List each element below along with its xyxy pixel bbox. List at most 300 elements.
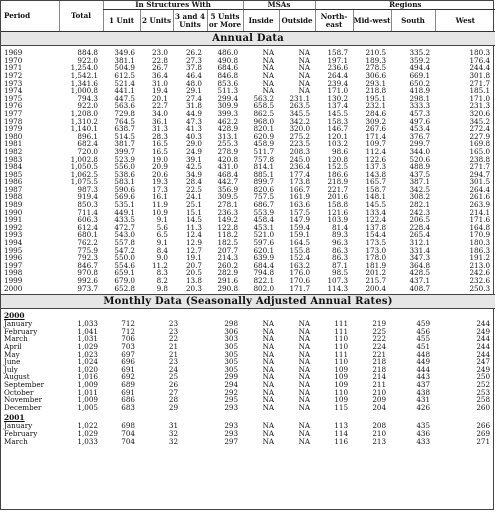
value-cell: 691 <box>121 387 135 397</box>
value-cell: NA <box>298 70 311 80</box>
period-cell: 1984 <box>4 162 23 172</box>
period-cell: 1996 <box>4 253 23 263</box>
value-cell: 497.6 <box>409 116 431 126</box>
value-cell: 137.4 <box>327 101 349 111</box>
value-cell: 1,341.6 <box>70 78 98 88</box>
value-cell: 173.0 <box>365 245 387 255</box>
value-cell: 1,542.1 <box>70 70 98 80</box>
value-cell: 992.6 <box>77 276 98 286</box>
value-cell: 658.5 <box>253 101 275 111</box>
value-cell: 757.8 <box>253 154 275 164</box>
value-cell: 260 <box>476 402 491 412</box>
value-cell: 27.3 <box>185 55 202 65</box>
value-cell: 9.1 <box>156 238 168 248</box>
value-cell: 472.7 <box>114 222 135 232</box>
value-cell: 9.8 <box>156 283 168 293</box>
monthly-data-section <box>1 295 495 445</box>
value-cell: 39.1 <box>185 154 202 164</box>
value-cell: 294.7 <box>469 169 491 179</box>
value-cell: 590.6 <box>114 184 135 194</box>
value-cell: 218 <box>372 364 387 374</box>
value-cell: 31.0 <box>151 78 168 88</box>
value-cell: 297 <box>224 436 239 446</box>
value-cell: 535.1 <box>114 200 135 210</box>
value-cell: 696 <box>121 357 135 367</box>
value-cell: 775.9 <box>77 245 98 255</box>
value-cell: 691 <box>121 364 135 374</box>
value-cell: 650.2 <box>409 78 431 88</box>
value-cell: 659.1 <box>114 268 135 278</box>
value-cell: 381.7 <box>114 139 135 149</box>
value-cell: 114 <box>334 428 349 438</box>
value-cell: 25 <box>168 372 179 382</box>
value-cell: 698 <box>121 421 135 431</box>
value-cell: NA <box>262 86 275 96</box>
value-cell: 9.1 <box>156 215 168 225</box>
period-cell: 1992 <box>4 222 23 232</box>
value-cell: 794.8 <box>253 268 275 278</box>
value-cell: 163.2 <box>289 260 311 270</box>
value-cell: 204 <box>372 402 387 412</box>
value-cell: 110 <box>334 387 349 397</box>
value-cell: 919.4 <box>77 192 98 202</box>
period-cell: 1978 <box>4 116 23 126</box>
value-cell: 157.5 <box>289 207 311 217</box>
value-cell: 686 <box>121 395 135 405</box>
value-cell: 612.5 <box>114 70 135 80</box>
value-cell: 364.8 <box>409 260 431 270</box>
value-cell: 729.8 <box>114 108 135 118</box>
value-cell: 86.3 <box>332 253 349 263</box>
value-cell: 490.8 <box>217 55 239 65</box>
value-cell: 523.9 <box>114 154 135 164</box>
value-cell: 37.8 <box>185 63 202 73</box>
value-cell: NA <box>298 364 311 374</box>
value-cell: 331.4 <box>409 245 431 255</box>
value-cell: 164.8 <box>469 222 491 232</box>
value-cell: 846.8 <box>217 70 239 80</box>
value-cell: 468.4 <box>217 169 239 179</box>
value-cell: 231.1 <box>289 93 311 103</box>
value-cell: 152.4 <box>289 253 311 263</box>
value-cell: 504.9 <box>114 63 135 73</box>
value-cell: 293 <box>224 421 239 431</box>
value-cell: 970.8 <box>77 268 98 278</box>
value-cell: 265.4 <box>409 230 431 240</box>
value-cell: 152.5 <box>327 162 349 172</box>
value-cell: NA <box>298 48 311 58</box>
value-cell: 120.8 <box>327 154 349 164</box>
value-cell: NA <box>298 341 311 351</box>
value-cell: 437 <box>416 379 431 389</box>
value-cell: 109 <box>334 372 349 382</box>
period-cell: 1969 <box>4 48 23 58</box>
value-cell: 1,041 <box>77 326 98 336</box>
value-cell: 1,140.1 <box>70 124 98 134</box>
value-cell: 173.5 <box>365 238 387 248</box>
value-cell: 207.7 <box>217 245 239 255</box>
value-cell: 247 <box>476 357 491 367</box>
value-cell: 137.8 <box>365 222 387 232</box>
value-cell: 225 <box>372 326 387 336</box>
period-cell: 1974 <box>4 86 23 96</box>
value-cell: 236.3 <box>217 207 239 217</box>
value-cell: 543.0 <box>114 230 135 240</box>
annual-data-section <box>1 32 495 295</box>
value-cell: 23 <box>168 357 179 367</box>
value-cell: NA <box>298 78 311 88</box>
value-cell: 224 <box>372 341 387 351</box>
value-cell: 301.5 <box>469 177 491 187</box>
period-cell: 1982 <box>4 146 23 156</box>
value-cell: 36.1 <box>151 116 168 126</box>
value-cell: 345.5 <box>289 108 311 118</box>
value-cell: 884.8 <box>77 48 98 58</box>
value-cell: 86.3 <box>332 245 349 255</box>
value-cell: NA <box>298 55 311 65</box>
value-cell: NA <box>298 319 311 329</box>
value-cell: 21 <box>168 349 179 359</box>
value-cell: 163.6 <box>289 200 311 210</box>
value-cell: 261.6 <box>469 192 491 202</box>
value-cell: 221 <box>372 349 387 359</box>
value-cell: 822.1 <box>253 276 275 286</box>
value-cell: 1,029 <box>77 341 98 351</box>
value-cell: 48.0 <box>185 78 202 88</box>
value-cell: 15.1 <box>185 207 202 217</box>
value-cell: 686.7 <box>253 200 275 210</box>
value-cell: 448 <box>416 349 431 359</box>
value-cell: 689 <box>121 379 135 389</box>
value-cell: 201.6 <box>327 192 349 202</box>
value-cell: 121.6 <box>327 207 349 217</box>
value-cell: 704 <box>121 428 135 438</box>
value-cell: 437.1 <box>409 276 431 286</box>
period-cell: 1990 <box>4 207 23 217</box>
value-cell: 706 <box>121 334 135 344</box>
value-cell: 356.9 <box>217 184 239 194</box>
value-cell: 32 <box>168 428 179 438</box>
value-cell: 291.6 <box>217 276 239 286</box>
value-cell: 181.9 <box>365 260 387 270</box>
value-cell: 294 <box>224 379 239 389</box>
value-cell: 757.5 <box>253 192 275 202</box>
value-cell: 12.4 <box>185 230 202 240</box>
value-cell: 278.1 <box>217 200 239 210</box>
value-cell: 242.3 <box>409 207 431 217</box>
value-cell: 271.7 <box>469 78 491 88</box>
structures-group-header: In Structures With <box>103 1 243 10</box>
value-cell: 12.9 <box>185 238 202 248</box>
value-cell: NA <box>262 55 275 65</box>
value-cell: NA <box>298 395 311 405</box>
value-cell: 399.7 <box>114 146 135 156</box>
value-cell: 1,033 <box>77 436 98 446</box>
value-cell: 1,011 <box>77 387 98 397</box>
value-cell: 12.7 <box>185 245 202 255</box>
value-cell: NA <box>262 341 275 351</box>
value-cell: 214 <box>372 372 387 382</box>
value-cell: 275.2 <box>289 131 311 141</box>
value-cell: 26.7 <box>151 63 168 73</box>
value-cell: 214.3 <box>217 253 239 263</box>
value-cell: 182.5 <box>217 238 239 248</box>
value-cell: 278.9 <box>217 146 239 156</box>
value-cell: 420.8 <box>217 154 239 164</box>
value-cell: 679.0 <box>114 276 135 286</box>
value-cell: 186.3 <box>469 245 491 255</box>
value-cell: 29.1 <box>185 86 202 96</box>
period-cell: 1995 <box>4 245 23 255</box>
value-cell: 639.9 <box>253 253 275 263</box>
value-cell: NA <box>298 379 311 389</box>
value-cell: 20.7 <box>185 260 202 270</box>
value-cell: 612.4 <box>77 222 98 232</box>
value-cell: NA <box>262 349 275 359</box>
value-cell: 21 <box>168 341 179 351</box>
value-cell: 14.5 <box>185 215 202 225</box>
period-cell: 1988 <box>4 192 23 202</box>
value-cell: 1,002.8 <box>70 154 98 164</box>
value-cell: 433 <box>416 436 431 446</box>
value-cell: 9.0 <box>156 253 168 263</box>
column-header: North-east <box>315 10 353 32</box>
period-cell: 1991 <box>4 215 23 225</box>
value-cell: 342.2 <box>289 116 311 126</box>
value-cell: 298 <box>224 319 239 329</box>
value-cell: 376.7 <box>409 131 431 141</box>
value-cell: 32 <box>168 436 179 446</box>
value-cell: 438 <box>416 387 431 397</box>
value-cell: 148.1 <box>365 192 387 202</box>
value-cell: 103.2 <box>327 139 349 149</box>
value-cell: 451 <box>416 341 431 351</box>
value-cell: 114.3 <box>327 283 349 293</box>
value-cell: 13.8 <box>185 276 202 286</box>
value-cell: 116 <box>334 436 349 446</box>
value-cell: 20.6 <box>151 169 168 179</box>
value-cell: 6.5 <box>156 230 168 240</box>
value-cell: 231.3 <box>469 101 491 111</box>
value-cell: 255.3 <box>217 139 239 149</box>
column-header: Outside <box>279 10 315 32</box>
value-cell: 145.5 <box>365 200 387 210</box>
value-cell: 171.4 <box>365 131 387 141</box>
value-cell: 171.0 <box>327 86 349 96</box>
value-cell: 219 <box>372 319 387 329</box>
value-cell: 146.7 <box>327 124 349 134</box>
value-cell: 250 <box>476 372 491 382</box>
value-cell: 176.0 <box>289 268 311 278</box>
value-cell: 968.0 <box>253 116 275 126</box>
value-cell: 547.2 <box>114 245 135 255</box>
value-cell: 1,062.5 <box>70 169 98 179</box>
value-cell: 306 <box>224 326 239 336</box>
value-cell: 794.3 <box>77 93 98 103</box>
value-cell: 305 <box>224 349 239 359</box>
value-cell: NA <box>262 379 275 389</box>
value-cell: 1,075.5 <box>70 177 98 187</box>
value-cell: 143.8 <box>365 169 387 179</box>
msas-group-header: MSAs <box>243 1 315 10</box>
value-cell: 444 <box>416 364 431 374</box>
value-cell: NA <box>298 402 311 412</box>
annual-row <box>1 285 495 293</box>
value-cell: 103.9 <box>327 215 349 225</box>
value-cell: 456 <box>416 326 431 336</box>
value-cell: NA <box>298 421 311 431</box>
value-cell: 180.3 <box>469 238 491 248</box>
value-cell: 210 <box>372 387 387 397</box>
year-label: 2000 <box>4 311 25 321</box>
value-cell: 682.4 <box>77 139 98 149</box>
value-cell: 118.2 <box>217 230 239 240</box>
value-cell: 29 <box>168 402 179 412</box>
period-cell: 2000 <box>4 283 23 293</box>
value-cell: 244 <box>476 349 491 359</box>
value-cell: 236.4 <box>289 162 311 172</box>
value-cell: 22.7 <box>151 101 168 111</box>
period-cell: 1970 <box>4 55 23 65</box>
value-cell: 792.3 <box>77 253 98 263</box>
month-cell: February <box>4 326 38 336</box>
value-cell: 11.3 <box>185 222 202 232</box>
value-cell: 111 <box>334 349 349 359</box>
value-cell: 19.0 <box>151 154 168 164</box>
value-cell: 170.6 <box>289 276 311 286</box>
value-cell: 652.8 <box>114 283 135 293</box>
value-cell: 11.9 <box>151 200 168 210</box>
value-cell: 208 <box>372 421 387 431</box>
value-cell: 428.9 <box>217 124 239 134</box>
value-cell: 171.7 <box>289 283 311 293</box>
value-cell: 557.8 <box>114 238 135 248</box>
value-cell: 711.4 <box>77 207 98 217</box>
value-cell: NA <box>262 319 275 329</box>
value-cell: 488.9 <box>409 162 431 172</box>
value-cell: 638.7 <box>114 124 135 134</box>
value-cell: 569.6 <box>114 192 135 202</box>
value-cell: NA <box>262 334 275 344</box>
value-cell: 263.5 <box>289 101 311 111</box>
value-cell: 885.1 <box>253 169 275 179</box>
value-cell: 40.3 <box>185 131 202 141</box>
regions-group-header: Regions <box>315 1 495 10</box>
value-cell: NA <box>262 70 275 80</box>
value-cell: 1,005 <box>77 402 98 412</box>
value-cell: 538.6 <box>114 169 135 179</box>
value-cell: 41.3 <box>185 124 202 134</box>
value-cell: 1,023 <box>77 349 98 359</box>
value-cell: 333.3 <box>409 101 431 111</box>
value-cell: 1,254.0 <box>70 63 98 73</box>
value-cell: 227.9 <box>469 131 491 141</box>
value-cell: 862.5 <box>253 108 275 118</box>
value-cell: 712 <box>121 326 135 336</box>
value-cell: 223.5 <box>289 139 311 149</box>
value-cell: 683 <box>121 402 135 412</box>
value-cell: 159.1 <box>289 230 311 240</box>
value-cell: 269 <box>476 428 491 438</box>
month-cell: November <box>4 395 43 405</box>
value-cell: 31.8 <box>185 101 202 111</box>
value-cell: 191.2 <box>469 253 491 263</box>
value-cell: 455 <box>416 334 431 344</box>
value-cell: 120.1 <box>327 131 349 141</box>
value-cell: 1,009 <box>77 395 98 405</box>
column-header: West <box>435 10 495 32</box>
value-cell: 47.3 <box>185 116 202 126</box>
value-cell: 169.8 <box>469 139 491 149</box>
value-cell: 514.5 <box>114 131 135 141</box>
value-cell: 197.1 <box>327 55 349 65</box>
value-cell: 680.1 <box>77 230 98 240</box>
value-cell: 122.4 <box>365 215 387 225</box>
value-cell: 8.2 <box>156 276 168 286</box>
value-cell: NA <box>262 436 275 446</box>
value-cell: 511.7 <box>253 146 275 156</box>
period-cell: 1997 <box>4 260 23 270</box>
value-cell: 170.9 <box>469 230 491 240</box>
value-cell: NA <box>298 387 311 397</box>
value-cell: 158.7 <box>365 184 387 194</box>
value-cell: 180.3 <box>469 48 491 58</box>
value-cell: 26.2 <box>185 48 202 58</box>
value-cell: 19.3 <box>151 177 168 187</box>
value-cell: 155.8 <box>289 245 311 255</box>
value-cell: 20.3 <box>185 283 202 293</box>
value-cell: 459 <box>416 319 431 329</box>
value-cell: 272.4 <box>469 124 491 134</box>
value-cell: 303 <box>224 334 239 344</box>
column-header: 1 Unit <box>103 10 140 32</box>
value-cell: 922.0 <box>77 101 98 111</box>
value-cell: 232.6 <box>469 276 491 286</box>
value-cell: 342.5 <box>409 184 431 194</box>
value-cell: 8.4 <box>156 245 168 255</box>
value-cell: 853.6 <box>217 78 239 88</box>
value-cell: 245.0 <box>289 154 311 164</box>
period-cell: 1981 <box>4 139 23 149</box>
value-cell: 110 <box>334 341 349 351</box>
month-cell: January <box>4 421 33 431</box>
value-cell: 137.3 <box>365 162 387 172</box>
value-cell: 349.6 <box>114 48 135 58</box>
value-cell: 27.4 <box>185 93 202 103</box>
period-cell: 1985 <box>4 169 23 179</box>
value-cell: 1,022 <box>77 421 98 431</box>
monthly-section-title: Monthly Data (Seasonally Adjusted Annual Rates) <box>1 295 495 309</box>
value-cell: 147.9 <box>289 215 311 225</box>
value-cell: 267.6 <box>365 124 387 134</box>
value-cell: 1,009 <box>77 379 98 389</box>
value-cell: 221.7 <box>327 184 349 194</box>
value-cell: NA <box>262 395 275 405</box>
value-cell: NA <box>298 63 311 73</box>
value-cell: NA <box>262 63 275 73</box>
value-cell: 252 <box>476 379 491 389</box>
value-cell: 669.1 <box>409 70 431 80</box>
value-cell: 814.1 <box>253 162 275 172</box>
value-cell: 239.4 <box>327 78 349 88</box>
value-cell: NA <box>262 402 275 412</box>
value-cell: 42.5 <box>185 162 202 172</box>
value-cell: 266 <box>476 421 491 431</box>
period-cell: 1977 <box>4 108 23 118</box>
value-cell: NA <box>298 326 311 336</box>
value-cell: 171.6 <box>469 215 491 225</box>
value-cell: 26 <box>168 379 179 389</box>
